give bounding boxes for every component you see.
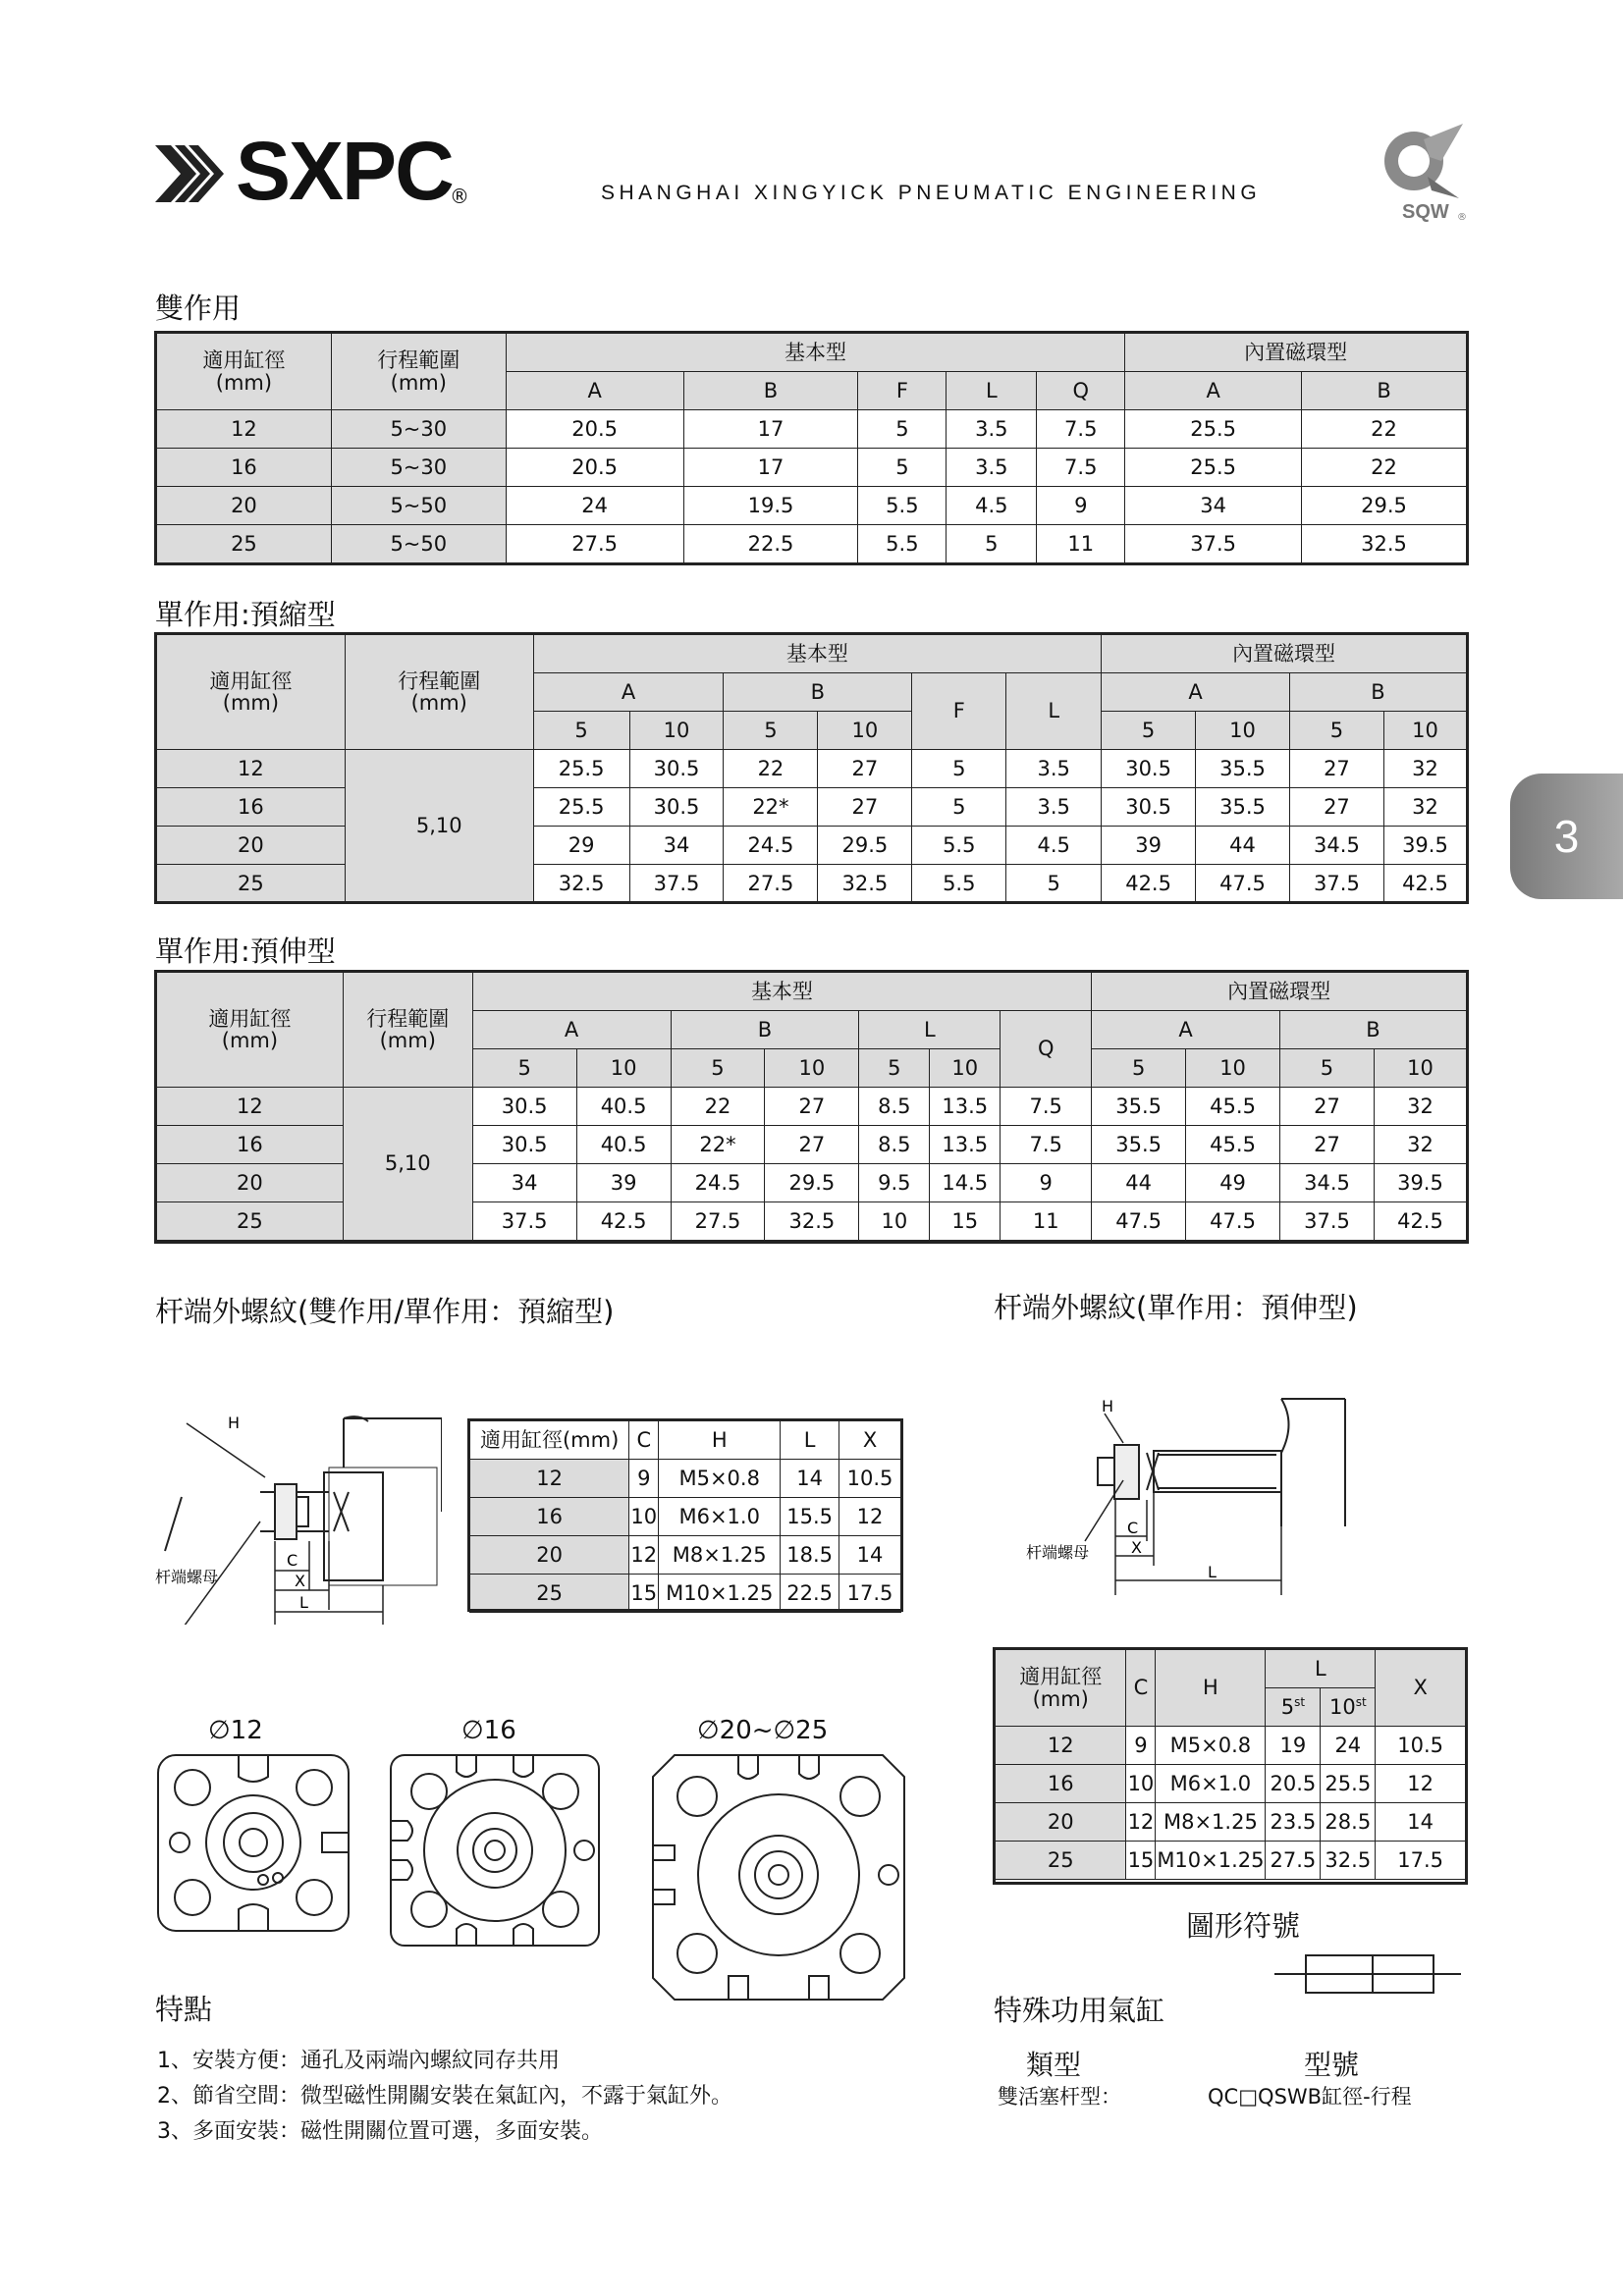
table-cell: 3.5 — [1006, 788, 1102, 827]
col-magnet-a-5: 5 — [1092, 1049, 1186, 1088]
table-cell: 23.5 — [1266, 1803, 1321, 1842]
table-cell: 8.5 — [859, 1088, 930, 1126]
table-cell: 34.5 — [1280, 1164, 1375, 1202]
label-h: H — [1102, 1397, 1114, 1415]
stroke-cell: 5,10 — [343, 1088, 472, 1241]
col-magnet-b-10: 10 — [1374, 1049, 1466, 1088]
header-l-5: 5st — [1266, 1688, 1321, 1727]
svg-text:®: ® — [1457, 212, 1467, 223]
table-cell: 25 — [996, 1842, 1126, 1880]
table-row — [157, 487, 1467, 525]
col-magnet-b: B — [1289, 673, 1466, 712]
table-cell: 49 — [1186, 1164, 1280, 1202]
table-cell: 39 — [1102, 827, 1196, 865]
table-cell: 17.5 — [1376, 1842, 1466, 1880]
table-single-retract — [156, 634, 1467, 903]
header-l-10: 10st — [1321, 1688, 1376, 1727]
table-cell: 16 — [470, 1498, 629, 1536]
col-magnet-a-10: 10 — [1196, 712, 1290, 750]
table-cell: 5.5 — [912, 827, 1006, 865]
table-cell: 25.5 — [533, 750, 629, 788]
col-f: F — [858, 372, 947, 410]
table-row — [470, 1536, 901, 1575]
table-cell: 25.5 — [1321, 1765, 1376, 1803]
label-l: L — [299, 1593, 308, 1612]
col-magnet-b-5: 5 — [1280, 1049, 1375, 1088]
table-cell: 20 — [157, 487, 332, 525]
table-cell: 12 — [839, 1498, 901, 1536]
table-cell: 20 — [996, 1803, 1126, 1842]
table-cell: 30.5 — [629, 750, 724, 788]
header-h: H — [659, 1421, 781, 1460]
table-rod-right — [995, 1649, 1466, 1880]
sqw-logo-icon — [1373, 122, 1471, 224]
table-double-acting — [156, 333, 1467, 563]
label-rod-nut: 杆端螺母 — [155, 1568, 219, 1586]
header-magnet: 內置磁環型 — [1102, 635, 1467, 673]
table-cell: M6×1.0 — [659, 1498, 781, 1536]
table-row — [157, 750, 1467, 788]
table-cell: 27.5 — [1266, 1842, 1321, 1880]
table-cell: 27 — [818, 788, 912, 827]
table-cell: 32 — [1383, 750, 1466, 788]
table-cell: 42.5 — [1102, 865, 1196, 903]
col-b-5: 5 — [724, 712, 818, 750]
table-cell: 5 — [947, 525, 1037, 563]
table-cell: M8×1.25 — [659, 1536, 781, 1575]
table-cell: 34 — [472, 1164, 576, 1202]
table-cell: 11 — [1001, 1202, 1092, 1241]
col-magnet-a: A — [1092, 1011, 1280, 1049]
col-magnet-b-10: 10 — [1383, 712, 1466, 750]
table-cell: 12 — [629, 1536, 659, 1575]
table-cell: 14.5 — [930, 1164, 1001, 1202]
table-cell: 15 — [629, 1575, 659, 1613]
label-l: L — [1208, 1563, 1217, 1581]
type-value: 雙活塞杆型： — [998, 2085, 1121, 2109]
table-cell: 22.5 — [781, 1575, 839, 1613]
table-cell: 12 — [157, 750, 346, 788]
table-cell: 32.5 — [765, 1202, 859, 1241]
col-magnet-b: B — [1280, 1011, 1467, 1049]
table-cell: 10 — [629, 1498, 659, 1536]
table-cell: 5~30 — [331, 449, 506, 487]
table-cell: M10×1.25 — [1156, 1842, 1266, 1880]
sxpc-logo-mark-icon — [155, 145, 234, 202]
table-cell: 34 — [629, 827, 724, 865]
table-cell: 3.5 — [1006, 750, 1102, 788]
table-row — [470, 1575, 901, 1613]
header-stroke: 行程範圍 (mm) — [331, 334, 506, 410]
table-cell: 35.5 — [1196, 788, 1290, 827]
table-row — [996, 1842, 1466, 1880]
col-magnet-a: A — [1125, 372, 1302, 410]
table-cell: 27 — [1289, 788, 1383, 827]
table-cell: 22 — [724, 750, 818, 788]
header-x: X — [839, 1421, 901, 1460]
table-cell: 20.5 — [1266, 1765, 1321, 1803]
table-cell: 5.5 — [858, 525, 947, 563]
table-cell: 29 — [533, 827, 629, 865]
table-cell: 5 — [858, 410, 947, 449]
col-a-5: 5 — [472, 1049, 576, 1088]
rod-thread-diagram-right — [1021, 1394, 1355, 1595]
table-cell: 45.5 — [1186, 1088, 1280, 1126]
label-x: X — [295, 1572, 305, 1590]
table-cell: 11 — [1037, 525, 1125, 563]
table-cell: 27.5 — [671, 1202, 765, 1241]
table-cell: 20 — [470, 1536, 629, 1575]
col-f: F — [912, 673, 1006, 750]
table-cell: 22 — [1302, 449, 1467, 487]
table-cell: 29.5 — [1302, 487, 1467, 525]
header-bore: 適用缸徑 (mm) — [996, 1650, 1126, 1727]
table-cell: 27.5 — [724, 865, 818, 903]
col-magnet-a-10: 10 — [1186, 1049, 1280, 1088]
table-cell: 44 — [1092, 1164, 1186, 1202]
table-cell: 32.5 — [818, 865, 912, 903]
table-cell: 15 — [930, 1202, 1001, 1241]
table-cell: 20.5 — [506, 449, 683, 487]
table-cell: 37.5 — [1125, 525, 1302, 563]
table-cell: 30.5 — [1102, 788, 1196, 827]
header-basic: 基本型 — [533, 635, 1102, 673]
table-cell: 29.5 — [818, 827, 912, 865]
table-cell: 32 — [1374, 1088, 1466, 1126]
col-magnet-b: B — [1302, 372, 1467, 410]
table-cell: 42.5 — [1374, 1202, 1466, 1241]
feature-item-2: 2、節省空間：微型磁性開關安裝在氣缸內，不露于氣缸外。 — [157, 2084, 732, 2109]
end-view-20-25-icon — [650, 1752, 907, 2002]
table-cell: 3.5 — [947, 410, 1037, 449]
rod-thread-left-title: 杆端外螺紋(雙作用/單作用：預縮型) — [155, 1295, 615, 1328]
table-cell: 15.5 — [781, 1498, 839, 1536]
table-cell: 14 — [781, 1460, 839, 1498]
table-cell: 17 — [683, 449, 858, 487]
table-cell: 20 — [157, 827, 346, 865]
table-cell: 13.5 — [930, 1088, 1001, 1126]
table-cell: 27 — [1280, 1088, 1375, 1126]
label-c: C — [287, 1551, 298, 1570]
table-cell: 19.5 — [683, 487, 858, 525]
table-cell: 47.5 — [1092, 1202, 1186, 1241]
table-cell: 32.5 — [533, 865, 629, 903]
table-cell: 47.5 — [1186, 1202, 1280, 1241]
header-c: C — [629, 1421, 659, 1460]
table-cell: 5 — [912, 750, 1006, 788]
col-b: B — [683, 372, 858, 410]
col-a: A — [472, 1011, 671, 1049]
table-row — [996, 1765, 1466, 1803]
header-bore: 適用缸徑(mm) — [470, 1421, 629, 1460]
table-row — [996, 1803, 1466, 1842]
table-cell: 4.5 — [947, 487, 1037, 525]
table-cell: 32.5 — [1321, 1842, 1376, 1880]
view-label-16: ∅16 — [461, 1716, 516, 1745]
table-cell: 37.5 — [1289, 865, 1383, 903]
table-row — [157, 525, 1467, 563]
table-cell: 10 — [1126, 1765, 1156, 1803]
table-cell: 37.5 — [1280, 1202, 1375, 1241]
table-cell: 39.5 — [1383, 827, 1466, 865]
col-b: B — [671, 1011, 859, 1049]
table-row — [996, 1727, 1466, 1765]
table-cell: 29.5 — [765, 1164, 859, 1202]
table-cell: 3.5 — [947, 449, 1037, 487]
table-cell: 10.5 — [1376, 1727, 1466, 1765]
header-basic: 基本型 — [472, 973, 1091, 1011]
table-cell: 30.5 — [1102, 750, 1196, 788]
header-bore: 適用缸徑 (mm) — [157, 334, 332, 410]
table-cell: 27 — [818, 750, 912, 788]
end-view-12-icon — [155, 1752, 352, 1934]
table-cell: 16 — [157, 1126, 344, 1164]
table-cell: M5×0.8 — [659, 1460, 781, 1498]
header-magnet: 內置磁環型 — [1092, 973, 1467, 1011]
table-cell: 34 — [1125, 487, 1302, 525]
header-stroke: 行程範圍 (mm) — [345, 635, 533, 750]
header-magnet: 內置磁環型 — [1125, 334, 1467, 372]
table-cell: 16 — [157, 449, 332, 487]
header-l: L — [1266, 1650, 1376, 1688]
table-cell: 24 — [506, 487, 683, 525]
company-name: SHANGHAI XINGYICK PNEUMATIC ENGINEERING — [601, 182, 1262, 204]
table-cell: 16 — [996, 1765, 1126, 1803]
table-cell: 8.5 — [859, 1126, 930, 1164]
table-cell: 39 — [576, 1164, 671, 1202]
feature-item-1: 1、安裝方便：通孔及兩端內螺紋同存共用 — [157, 2049, 560, 2073]
table-cell: 5~30 — [331, 410, 506, 449]
table-cell: 47.5 — [1196, 865, 1290, 903]
end-view-16-icon — [388, 1752, 602, 1949]
table-cell: 34.5 — [1289, 827, 1383, 865]
table-cell: 27 — [765, 1126, 859, 1164]
table-cell: 40.5 — [576, 1126, 671, 1164]
table-cell: 30.5 — [472, 1088, 576, 1126]
col-l: L — [947, 372, 1037, 410]
table-cell: 42.5 — [576, 1202, 671, 1241]
table-cell: 40.5 — [576, 1088, 671, 1126]
table-cell: 20 — [157, 1164, 344, 1202]
col-a-10: 10 — [576, 1049, 671, 1088]
table-cell: 25 — [157, 865, 346, 903]
table-row — [157, 1088, 1467, 1126]
table-cell: 16 — [157, 788, 346, 827]
col-q: Q — [1001, 1011, 1092, 1088]
col-l: L — [1006, 673, 1102, 750]
table-cell: 5~50 — [331, 525, 506, 563]
table-cell: 12 — [157, 1088, 344, 1126]
chapter-tab: 3 — [1510, 774, 1623, 899]
col-l-5: 5 — [859, 1049, 930, 1088]
table-cell: 27 — [1280, 1126, 1375, 1164]
header-bore: 適用缸徑 (mm) — [157, 635, 346, 750]
table-cell: 9.5 — [859, 1164, 930, 1202]
model-value: QC□QSWB缸徑-行程 — [1208, 2085, 1412, 2109]
table-cell: 45.5 — [1186, 1126, 1280, 1164]
table-cell: 14 — [1376, 1803, 1466, 1842]
table-cell: 27 — [765, 1088, 859, 1126]
table-single-extend — [156, 972, 1467, 1241]
table-cell: 27.5 — [506, 525, 683, 563]
table-row — [157, 410, 1467, 449]
table-cell: 35.5 — [1196, 750, 1290, 788]
table-cell: 22* — [724, 788, 818, 827]
table-cell: M6×1.0 — [1156, 1765, 1266, 1803]
table-cell: 25 — [157, 1202, 344, 1241]
table-cell: 28.5 — [1321, 1803, 1376, 1842]
col-magnet-b-5: 5 — [1289, 712, 1383, 750]
table-cell: M5×0.8 — [1156, 1727, 1266, 1765]
table-cell: 44 — [1196, 827, 1290, 865]
label-rod-nut: 杆端螺母 — [1026, 1543, 1090, 1562]
brand-name: SXPC — [236, 125, 453, 217]
header-bore: 適用缸徑 (mm) — [157, 973, 344, 1088]
view-label-20-25: ∅20~∅25 — [697, 1716, 829, 1745]
table-cell: 32.5 — [1302, 525, 1467, 563]
table-cell: 17 — [683, 410, 858, 449]
table-row — [470, 1460, 901, 1498]
col-magnet-a: A — [1102, 673, 1290, 712]
stroke-cell: 5,10 — [345, 750, 533, 903]
section-title-single-extend: 單作用:預伸型 — [155, 934, 336, 968]
table-cell: 17.5 — [839, 1575, 901, 1613]
table-cell: 15 — [1126, 1842, 1156, 1880]
table-cell: 32 — [1374, 1126, 1466, 1164]
table-cell: 5.5 — [912, 865, 1006, 903]
table-cell: 9 — [1126, 1727, 1156, 1765]
table-cell: 37.5 — [629, 865, 724, 903]
view-label-12: ∅12 — [208, 1716, 263, 1745]
section-title-double-acting: 雙作用 — [155, 292, 242, 325]
table-rod-left — [469, 1420, 901, 1613]
table-cell: 7.5 — [1037, 410, 1125, 449]
col-b-5: 5 — [671, 1049, 765, 1088]
feature-item-3: 3、多面安裝：磁性開關位置可選，多面安裝。 — [157, 2119, 603, 2144]
type-header: 類型 — [1026, 2049, 1082, 2081]
table-cell: 37.5 — [472, 1202, 576, 1241]
table-cell: 13.5 — [930, 1126, 1001, 1164]
col-b: B — [724, 673, 912, 712]
table-cell: 14 — [839, 1536, 901, 1575]
features-title: 特點 — [155, 1993, 213, 2026]
table-cell: 12 — [996, 1727, 1126, 1765]
table-cell: 22.5 — [683, 525, 858, 563]
table-cell: 7.5 — [1001, 1126, 1092, 1164]
table-cell: 24.5 — [724, 827, 818, 865]
header-h: H — [1156, 1650, 1266, 1727]
table-cell: 22* — [671, 1126, 765, 1164]
table-cell: 4.5 — [1006, 827, 1102, 865]
table-cell: 35.5 — [1092, 1088, 1186, 1126]
table-cell: 9 — [629, 1460, 659, 1498]
table-cell: 25 — [470, 1575, 629, 1613]
sqw-logo-text: SQW — [1402, 201, 1449, 223]
rod-thread-right-title: 杆端外螺紋(單作用：預伸型) — [994, 1291, 1358, 1324]
col-a-5: 5 — [533, 712, 629, 750]
table-cell: 10 — [859, 1202, 930, 1241]
model-header: 型號 — [1304, 2049, 1360, 2081]
table-cell: 24 — [1321, 1727, 1376, 1765]
table-cell: 5 — [912, 788, 1006, 827]
table-cell: 22 — [671, 1088, 765, 1126]
table-cell: 5 — [1006, 865, 1102, 903]
table-cell: M8×1.25 — [1156, 1803, 1266, 1842]
table-cell: 27 — [1289, 750, 1383, 788]
table-cell: 7.5 — [1001, 1088, 1092, 1126]
col-l-10: 10 — [930, 1049, 1001, 1088]
table-cell: 32 — [1383, 788, 1466, 827]
table-cell: 19 — [1266, 1727, 1321, 1765]
table-cell: 5 — [858, 449, 947, 487]
table-cell: 25.5 — [1125, 449, 1302, 487]
table-cell: 35.5 — [1092, 1126, 1186, 1164]
symbol-title: 圖形符號 — [1186, 1909, 1301, 1943]
col-l: L — [859, 1011, 1001, 1049]
header-c: C — [1126, 1650, 1156, 1727]
table-cell: 39.5 — [1374, 1164, 1466, 1202]
table-cell: 22 — [1302, 410, 1467, 449]
table-cell: 5~50 — [331, 487, 506, 525]
header-stroke: 行程範圍 (mm) — [343, 973, 472, 1088]
label-c: C — [1127, 1519, 1139, 1537]
table-cell: 25 — [157, 525, 332, 563]
header-x: X — [1376, 1650, 1466, 1727]
table-cell: M10×1.25 — [659, 1575, 781, 1613]
table-cell: 18.5 — [781, 1536, 839, 1575]
col-a: A — [533, 673, 724, 712]
col-q: Q — [1037, 372, 1125, 410]
col-a: A — [506, 372, 683, 410]
brand-reg-mark: ® — [450, 185, 469, 208]
section-title-single-retract: 單作用:預縮型 — [155, 598, 336, 631]
table-cell: 10.5 — [839, 1460, 901, 1498]
table-cell: 9 — [1037, 487, 1125, 525]
table-cell: 12 — [470, 1460, 629, 1498]
table-cell: 25.5 — [1125, 410, 1302, 449]
table-cell: 30.5 — [472, 1126, 576, 1164]
label-x: X — [1131, 1538, 1142, 1557]
col-magnet-a-5: 5 — [1102, 712, 1196, 750]
rod-thread-diagram-left — [147, 1404, 442, 1625]
table-cell: 25.5 — [533, 788, 629, 827]
table-cell: 12 — [1376, 1765, 1466, 1803]
col-a-10: 10 — [629, 712, 724, 750]
table-row — [470, 1498, 901, 1536]
header-basic: 基本型 — [506, 334, 1125, 372]
table-cell: 42.5 — [1383, 865, 1466, 903]
table-cell: 5.5 — [858, 487, 947, 525]
header-l: L — [781, 1421, 839, 1460]
col-b-10: 10 — [818, 712, 912, 750]
table-row — [157, 449, 1467, 487]
col-b-10: 10 — [765, 1049, 859, 1088]
table-cell: 12 — [157, 410, 332, 449]
label-h: H — [228, 1414, 241, 1432]
table-cell: 30.5 — [629, 788, 724, 827]
special-cylinder-title: 特殊功用氣缸 — [994, 1994, 1165, 2027]
table-cell: 12 — [1126, 1803, 1156, 1842]
table-cell: 7.5 — [1037, 449, 1125, 487]
table-cell: 24.5 — [671, 1164, 765, 1202]
table-cell: 9 — [1001, 1164, 1092, 1202]
table-cell: 20.5 — [506, 410, 683, 449]
graphic-symbol-icon — [1274, 1951, 1461, 1997]
